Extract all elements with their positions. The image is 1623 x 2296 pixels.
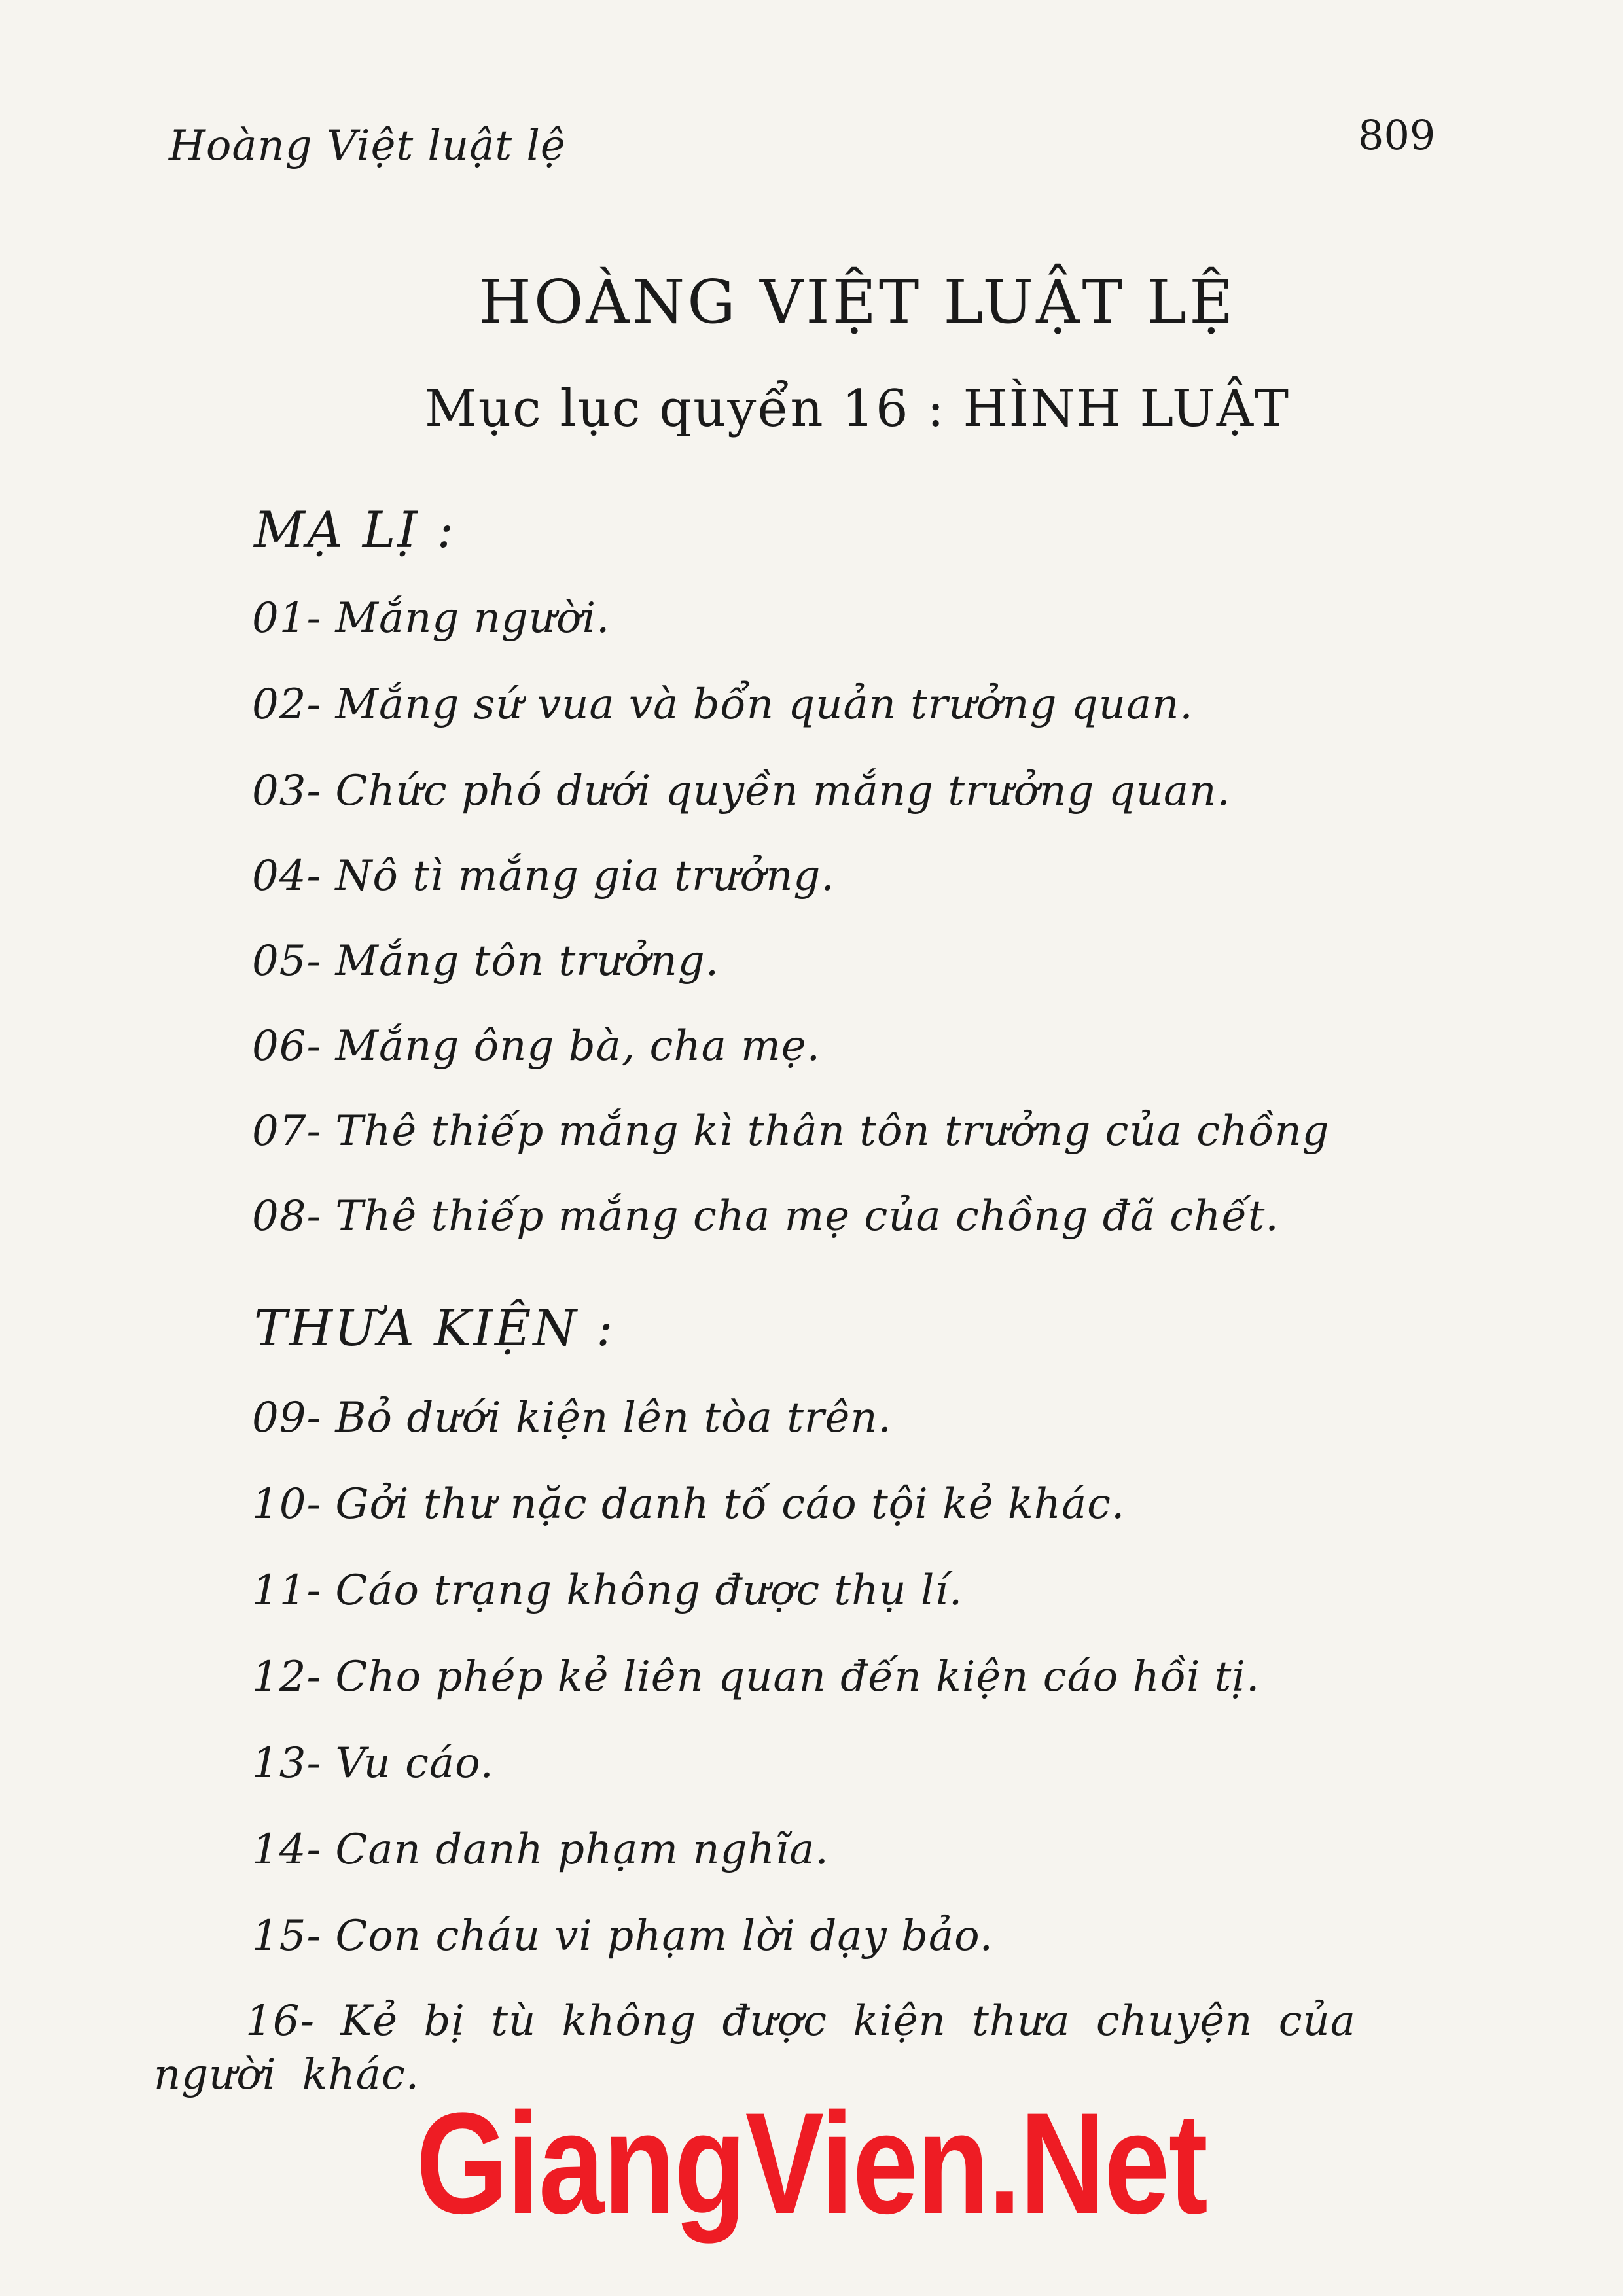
list-item: 12- Cho phép kẻ liên quan đến kiện cáo hồi tị. [252, 1653, 1260, 1701]
section-heading-ma-li: MẠ LỊ : [254, 501, 456, 559]
list-item: 14- Can danh phạm nghĩa. [252, 1826, 829, 1874]
list-item: 03- Chức phó dưới quyền mắng trưởng quan. [252, 767, 1231, 815]
list-item: 10- Gởi thư nặc danh tố cáo tội kẻ khác. [252, 1480, 1126, 1528]
list-item: 08- Thê thiếp mắng cha mẹ của chồng đã chết. [252, 1192, 1279, 1241]
list-item: 11- Cáo trạng không được thụ lí. [252, 1566, 963, 1615]
list-item: 07- Thê thiếp mắng kì thân tôn trưởng của chồng [252, 1107, 1330, 1156]
running-header: Hoàng Việt luật lệ [169, 122, 566, 170]
list-item: 06- Mắng ông bà, cha mẹ. [252, 1022, 821, 1070]
page-number: 809 [1358, 111, 1436, 159]
section-heading-thua-kien: THƯA KIỆN : [254, 1299, 615, 1357]
list-item: 15- Con cháu vi phạm lời dạy bảo. [252, 1912, 993, 1960]
list-item: 09- Bỏ dưới kiện lên tòa trên. [252, 1394, 892, 1442]
list-item: 16- Kẻ bị tù không được kiện thưa chuyện của người khác. [154, 1997, 1356, 2099]
volume-subtitle: Mục lục quyển 16 : HÌNH LUẬT [424, 380, 1291, 438]
book-title: HOÀNG VIỆT LUẬT LỆ [478, 267, 1236, 337]
list-item: 04- Nô tì mắng gia trưởng. [252, 852, 835, 900]
watermark: GiangVien.Net [416, 2083, 1207, 2244]
list-item: 13- Vu cáo. [252, 1739, 494, 1788]
list-item: 01- Mắng người. [252, 594, 611, 643]
list-item: 05- Mắng tôn trưởng. [252, 937, 720, 985]
list-item: 02- Mắng sứ vua và bổn quản trưởng quan. [252, 680, 1194, 729]
